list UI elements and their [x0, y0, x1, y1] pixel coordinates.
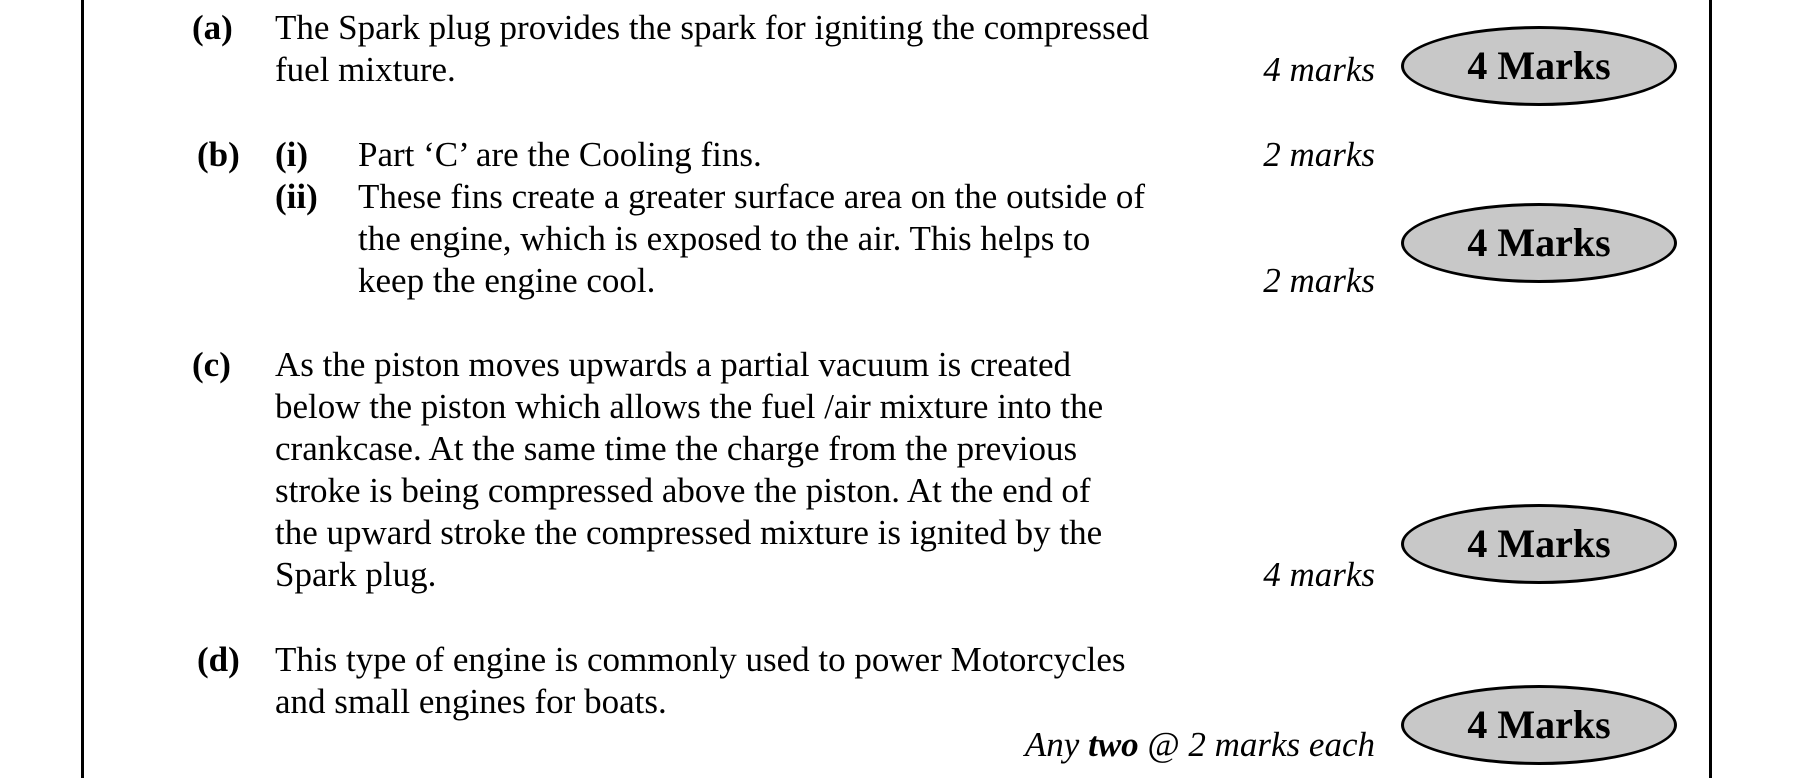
answer-b-ii-marks: 2 marks — [1263, 261, 1375, 300]
answer-c-marks-badge: 4 Marks — [1401, 504, 1677, 584]
answer-d-label: (d) — [197, 640, 240, 679]
answer-c-line-2: below the piston which allows the fuel /air mixture into the — [275, 387, 1104, 426]
answer-b-label: (b) — [197, 135, 240, 174]
answer-d-line-1: This type of engine is commonly used to power Motorcycles — [275, 640, 1126, 679]
answer-a-line-2: fuel mixture. — [275, 50, 456, 89]
answer-b-ii-label: (ii) — [275, 177, 318, 216]
answer-b-marks-badge: 4 Marks — [1401, 203, 1677, 283]
answer-b-i-line-1: Part ‘C’ are the Cooling fins. — [358, 135, 762, 174]
answer-b-ii-line-3: keep the engine cool. — [358, 261, 656, 300]
answer-c-line-3: crankcase. At the same time the charge from the previous — [275, 429, 1078, 468]
answer-b-i-marks: 2 marks — [1263, 135, 1375, 174]
answer-d-marks-prefix: Any — [1024, 725, 1080, 764]
answer-c-line-6: Spark plug. — [275, 555, 437, 594]
frame-right-border — [1709, 0, 1712, 778]
answer-d-marks-suffix: @ 2 marks each — [1147, 725, 1375, 764]
answer-d-marks-badge: 4 Marks — [1401, 685, 1677, 765]
answer-a-label: (a) — [192, 8, 233, 47]
answer-c-line-1: As the piston moves upwards a partial vacuum is created — [275, 345, 1072, 384]
answer-a-line-1: The Spark plug provides the spark for igniting the compressed — [275, 8, 1149, 47]
answer-b-i-label: (i) — [275, 135, 309, 174]
answer-c-line-4: stroke is being compressed above the piston. At the end of — [275, 471, 1091, 510]
frame-left-border — [81, 0, 84, 778]
answer-d-marks-emphasis: two — [1088, 725, 1139, 764]
answer-d-line-2: and small engines for boats. — [275, 682, 667, 721]
answer-c-label: (c) — [192, 345, 231, 384]
answer-a-marks: 4 marks — [1263, 50, 1375, 89]
answer-c-marks: 4 marks — [1263, 555, 1375, 594]
answer-b-ii-line-2: the engine, which is exposed to the air. This helps to — [358, 219, 1091, 258]
answer-b-ii-line-1: These fins create a greater surface area on the outside of — [358, 177, 1146, 216]
answer-a-marks-badge: 4 Marks — [1401, 26, 1677, 106]
answer-d-marks — [1025, 724, 1375, 766]
answer-c-line-5: the upward stroke the compressed mixture is ignited by the — [275, 513, 1103, 552]
